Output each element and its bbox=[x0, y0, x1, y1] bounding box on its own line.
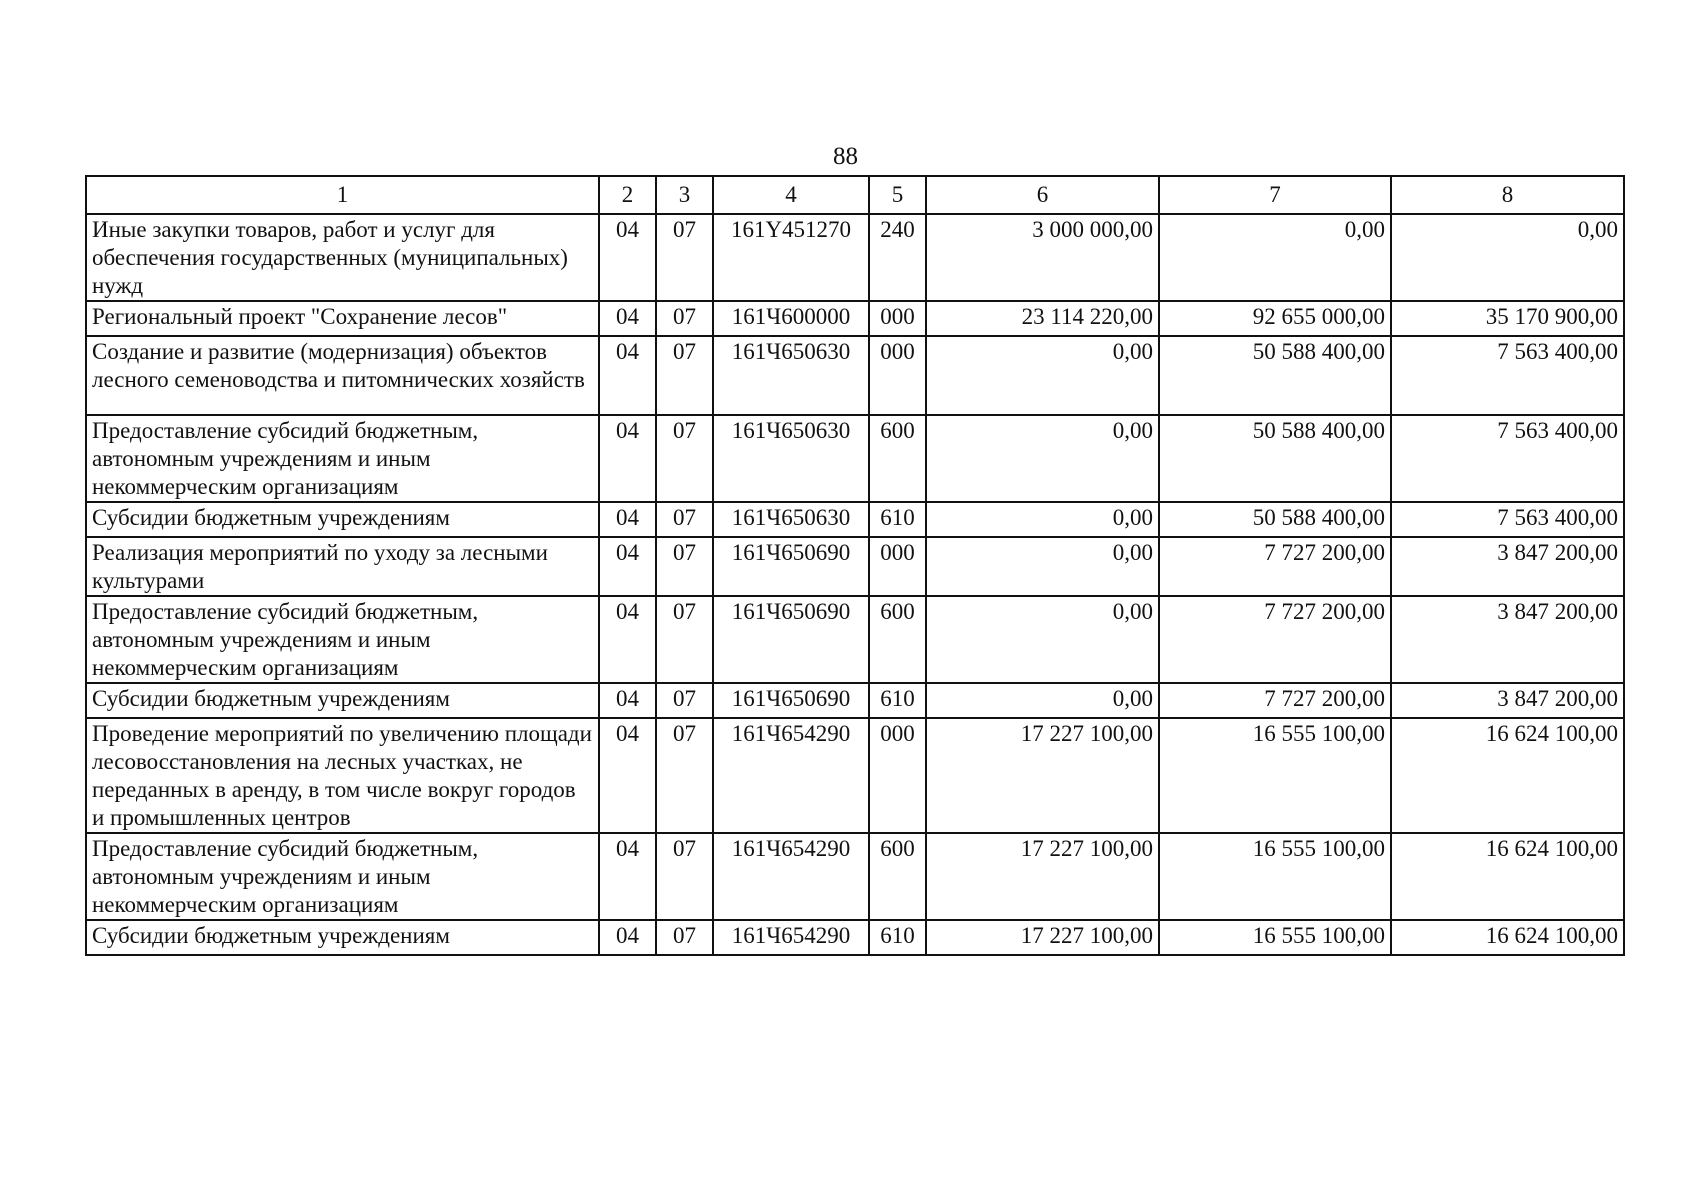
table-row bbox=[86, 683, 1624, 718]
amount-cell-8: 16 624 100,00 bbox=[1391, 833, 1624, 920]
page-number: 88 bbox=[833, 143, 858, 170]
amount-cell-6: 0,00 bbox=[926, 683, 1159, 718]
amount-cell-8: 16 624 100,00 bbox=[1391, 718, 1624, 833]
amount-cell-7: 50 588 400,00 bbox=[1159, 336, 1391, 415]
amount-cell-7: 7 727 200,00 bbox=[1159, 596, 1391, 683]
amount-cell-8: 35 170 900,00 bbox=[1391, 301, 1624, 336]
section-code-cell: 04 bbox=[599, 920, 656, 955]
table-row bbox=[86, 537, 1624, 596]
section-code-cell: 04 bbox=[599, 301, 656, 336]
section-code-cell: 04 bbox=[599, 214, 656, 301]
subsection-code-cell: 07 bbox=[656, 683, 713, 718]
amount-cell-6: 17 227 100,00 bbox=[926, 718, 1159, 833]
section-code-cell: 04 bbox=[599, 415, 656, 502]
expense-type-cell: 240 bbox=[869, 214, 926, 301]
amount-cell-6: 17 227 100,00 bbox=[926, 920, 1159, 955]
target-article-cell: 161Ч650690 bbox=[713, 683, 869, 718]
amount-cell-7: 7 727 200,00 bbox=[1159, 537, 1391, 596]
table-row bbox=[86, 336, 1624, 415]
budget-table bbox=[85, 175, 1625, 956]
amount-cell-6: 23 114 220,00 bbox=[926, 301, 1159, 336]
target-article-cell: 161Ч600000 bbox=[713, 301, 869, 336]
expense-type-cell: 600 bbox=[869, 415, 926, 502]
table-row bbox=[86, 214, 1624, 301]
amount-cell-7: 50 588 400,00 bbox=[1159, 502, 1391, 537]
target-article-cell: 161Ч654290 bbox=[713, 920, 869, 955]
section-code-cell: 04 bbox=[599, 502, 656, 537]
subsection-code-cell: 07 bbox=[656, 596, 713, 683]
expense-type-cell: 610 bbox=[869, 683, 926, 718]
subsection-code-cell: 07 bbox=[656, 336, 713, 415]
column-header: 6 bbox=[926, 176, 1159, 214]
subsection-code-cell: 07 bbox=[656, 502, 713, 537]
item-name-cell: Региональный проект "Сохранение лесов" bbox=[86, 301, 599, 336]
target-article-cell: 161Ч650630 bbox=[713, 336, 869, 415]
section-code-cell: 04 bbox=[599, 537, 656, 596]
section-code-cell: 04 bbox=[599, 683, 656, 718]
amount-cell-7: 16 555 100,00 bbox=[1159, 718, 1391, 833]
amount-cell-8: 3 847 200,00 bbox=[1391, 596, 1624, 683]
amount-cell-8: 7 563 400,00 bbox=[1391, 502, 1624, 537]
section-code-cell: 04 bbox=[599, 596, 656, 683]
section-code-cell: 04 bbox=[599, 833, 656, 920]
target-article-cell: 161Ч650630 bbox=[713, 415, 869, 502]
table-header bbox=[86, 176, 1624, 214]
amount-cell-7: 0,00 bbox=[1159, 214, 1391, 301]
table-row bbox=[86, 920, 1624, 955]
amount-cell-7: 92 655 000,00 bbox=[1159, 301, 1391, 336]
expense-type-cell: 610 bbox=[869, 920, 926, 955]
target-article-cell: 161Ч654290 bbox=[713, 833, 869, 920]
subsection-code-cell: 07 bbox=[656, 537, 713, 596]
item-name-cell: Проведение мероприятий по увеличению площади лесовосстановления на лесных участках, не переданных в аренду, в том числе вокруг городов и промышленных центров bbox=[86, 718, 599, 833]
item-name-cell: Субсидии бюджетным учреждениям bbox=[86, 683, 599, 718]
target-article-cell: 161Ч654290 bbox=[713, 718, 869, 833]
table-row bbox=[86, 415, 1624, 502]
column-header: 2 bbox=[599, 176, 656, 214]
item-name-cell: Реализация мероприятий по уходу за лесными культурами bbox=[86, 537, 599, 596]
subsection-code-cell: 07 bbox=[656, 214, 713, 301]
column-header: 1 bbox=[86, 176, 599, 214]
subsection-code-cell: 07 bbox=[656, 718, 713, 833]
table-row bbox=[86, 718, 1624, 833]
column-header: 7 bbox=[1159, 176, 1391, 214]
section-code-cell: 04 bbox=[599, 718, 656, 833]
amount-cell-7: 50 588 400,00 bbox=[1159, 415, 1391, 502]
amount-cell-8: 3 847 200,00 bbox=[1391, 537, 1624, 596]
table-body bbox=[86, 214, 1624, 955]
amount-cell-6: 0,00 bbox=[926, 415, 1159, 502]
item-name-cell: Иные закупки товаров, работ и услуг для обеспечения государственных (муниципальных) нужд bbox=[86, 214, 599, 301]
section-code-cell: 04 bbox=[599, 336, 656, 415]
subsection-code-cell: 07 bbox=[656, 920, 713, 955]
item-name-cell: Предоставление субсидий бюджетным, автономным учреждениям и иным некоммерческим организациям bbox=[86, 596, 599, 683]
column-header: 8 bbox=[1391, 176, 1624, 214]
item-name-cell: Субсидии бюджетным учреждениям bbox=[86, 920, 599, 955]
amount-cell-8: 16 624 100,00 bbox=[1391, 920, 1624, 955]
item-name-cell: Создание и развитие (модернизация) объектов лесного семеноводства и питомнических хозяйств bbox=[86, 336, 599, 415]
expense-type-cell: 000 bbox=[869, 537, 926, 596]
amount-cell-6: 0,00 bbox=[926, 537, 1159, 596]
target-article-cell: 161Ч650690 bbox=[713, 596, 869, 683]
expense-type-cell: 000 bbox=[869, 718, 926, 833]
item-name-cell: Предоставление субсидий бюджетным, автономным учреждениям и иным некоммерческим организациям bbox=[86, 833, 599, 920]
column-header: 5 bbox=[869, 176, 926, 214]
expense-type-cell: 000 bbox=[869, 336, 926, 415]
table-row bbox=[86, 833, 1624, 920]
table-row bbox=[86, 301, 1624, 336]
column-header: 4 bbox=[713, 176, 869, 214]
amount-cell-8: 7 563 400,00 bbox=[1391, 415, 1624, 502]
expense-type-cell: 610 bbox=[869, 502, 926, 537]
amount-cell-6: 0,00 bbox=[926, 336, 1159, 415]
expense-type-cell: 000 bbox=[869, 301, 926, 336]
subsection-code-cell: 07 bbox=[656, 301, 713, 336]
amount-cell-6: 0,00 bbox=[926, 596, 1159, 683]
subsection-code-cell: 07 bbox=[656, 415, 713, 502]
amount-cell-7: 7 727 200,00 bbox=[1159, 683, 1391, 718]
amount-cell-6: 3 000 000,00 bbox=[926, 214, 1159, 301]
header-row bbox=[86, 176, 1624, 214]
amount-cell-6: 17 227 100,00 bbox=[926, 833, 1159, 920]
table-row bbox=[86, 596, 1624, 683]
amount-cell-7: 16 555 100,00 bbox=[1159, 833, 1391, 920]
target-article-cell: 161Ч650690 bbox=[713, 537, 869, 596]
table-row bbox=[86, 502, 1624, 537]
expense-type-cell: 600 bbox=[869, 596, 926, 683]
target-article-cell: 161Y451270 bbox=[713, 214, 869, 301]
item-name-cell: Субсидии бюджетным учреждениям bbox=[86, 502, 599, 537]
amount-cell-8: 0,00 bbox=[1391, 214, 1624, 301]
item-name-cell: Предоставление субсидий бюджетным, автономным учреждениям и иным некоммерческим организациям bbox=[86, 415, 599, 502]
amount-cell-8: 3 847 200,00 bbox=[1391, 683, 1624, 718]
amount-cell-7: 16 555 100,00 bbox=[1159, 920, 1391, 955]
amount-cell-8: 7 563 400,00 bbox=[1391, 336, 1624, 415]
expense-type-cell: 600 bbox=[869, 833, 926, 920]
column-header: 3 bbox=[656, 176, 713, 214]
subsection-code-cell: 07 bbox=[656, 833, 713, 920]
target-article-cell: 161Ч650630 bbox=[713, 502, 869, 537]
amount-cell-6: 0,00 bbox=[926, 502, 1159, 537]
